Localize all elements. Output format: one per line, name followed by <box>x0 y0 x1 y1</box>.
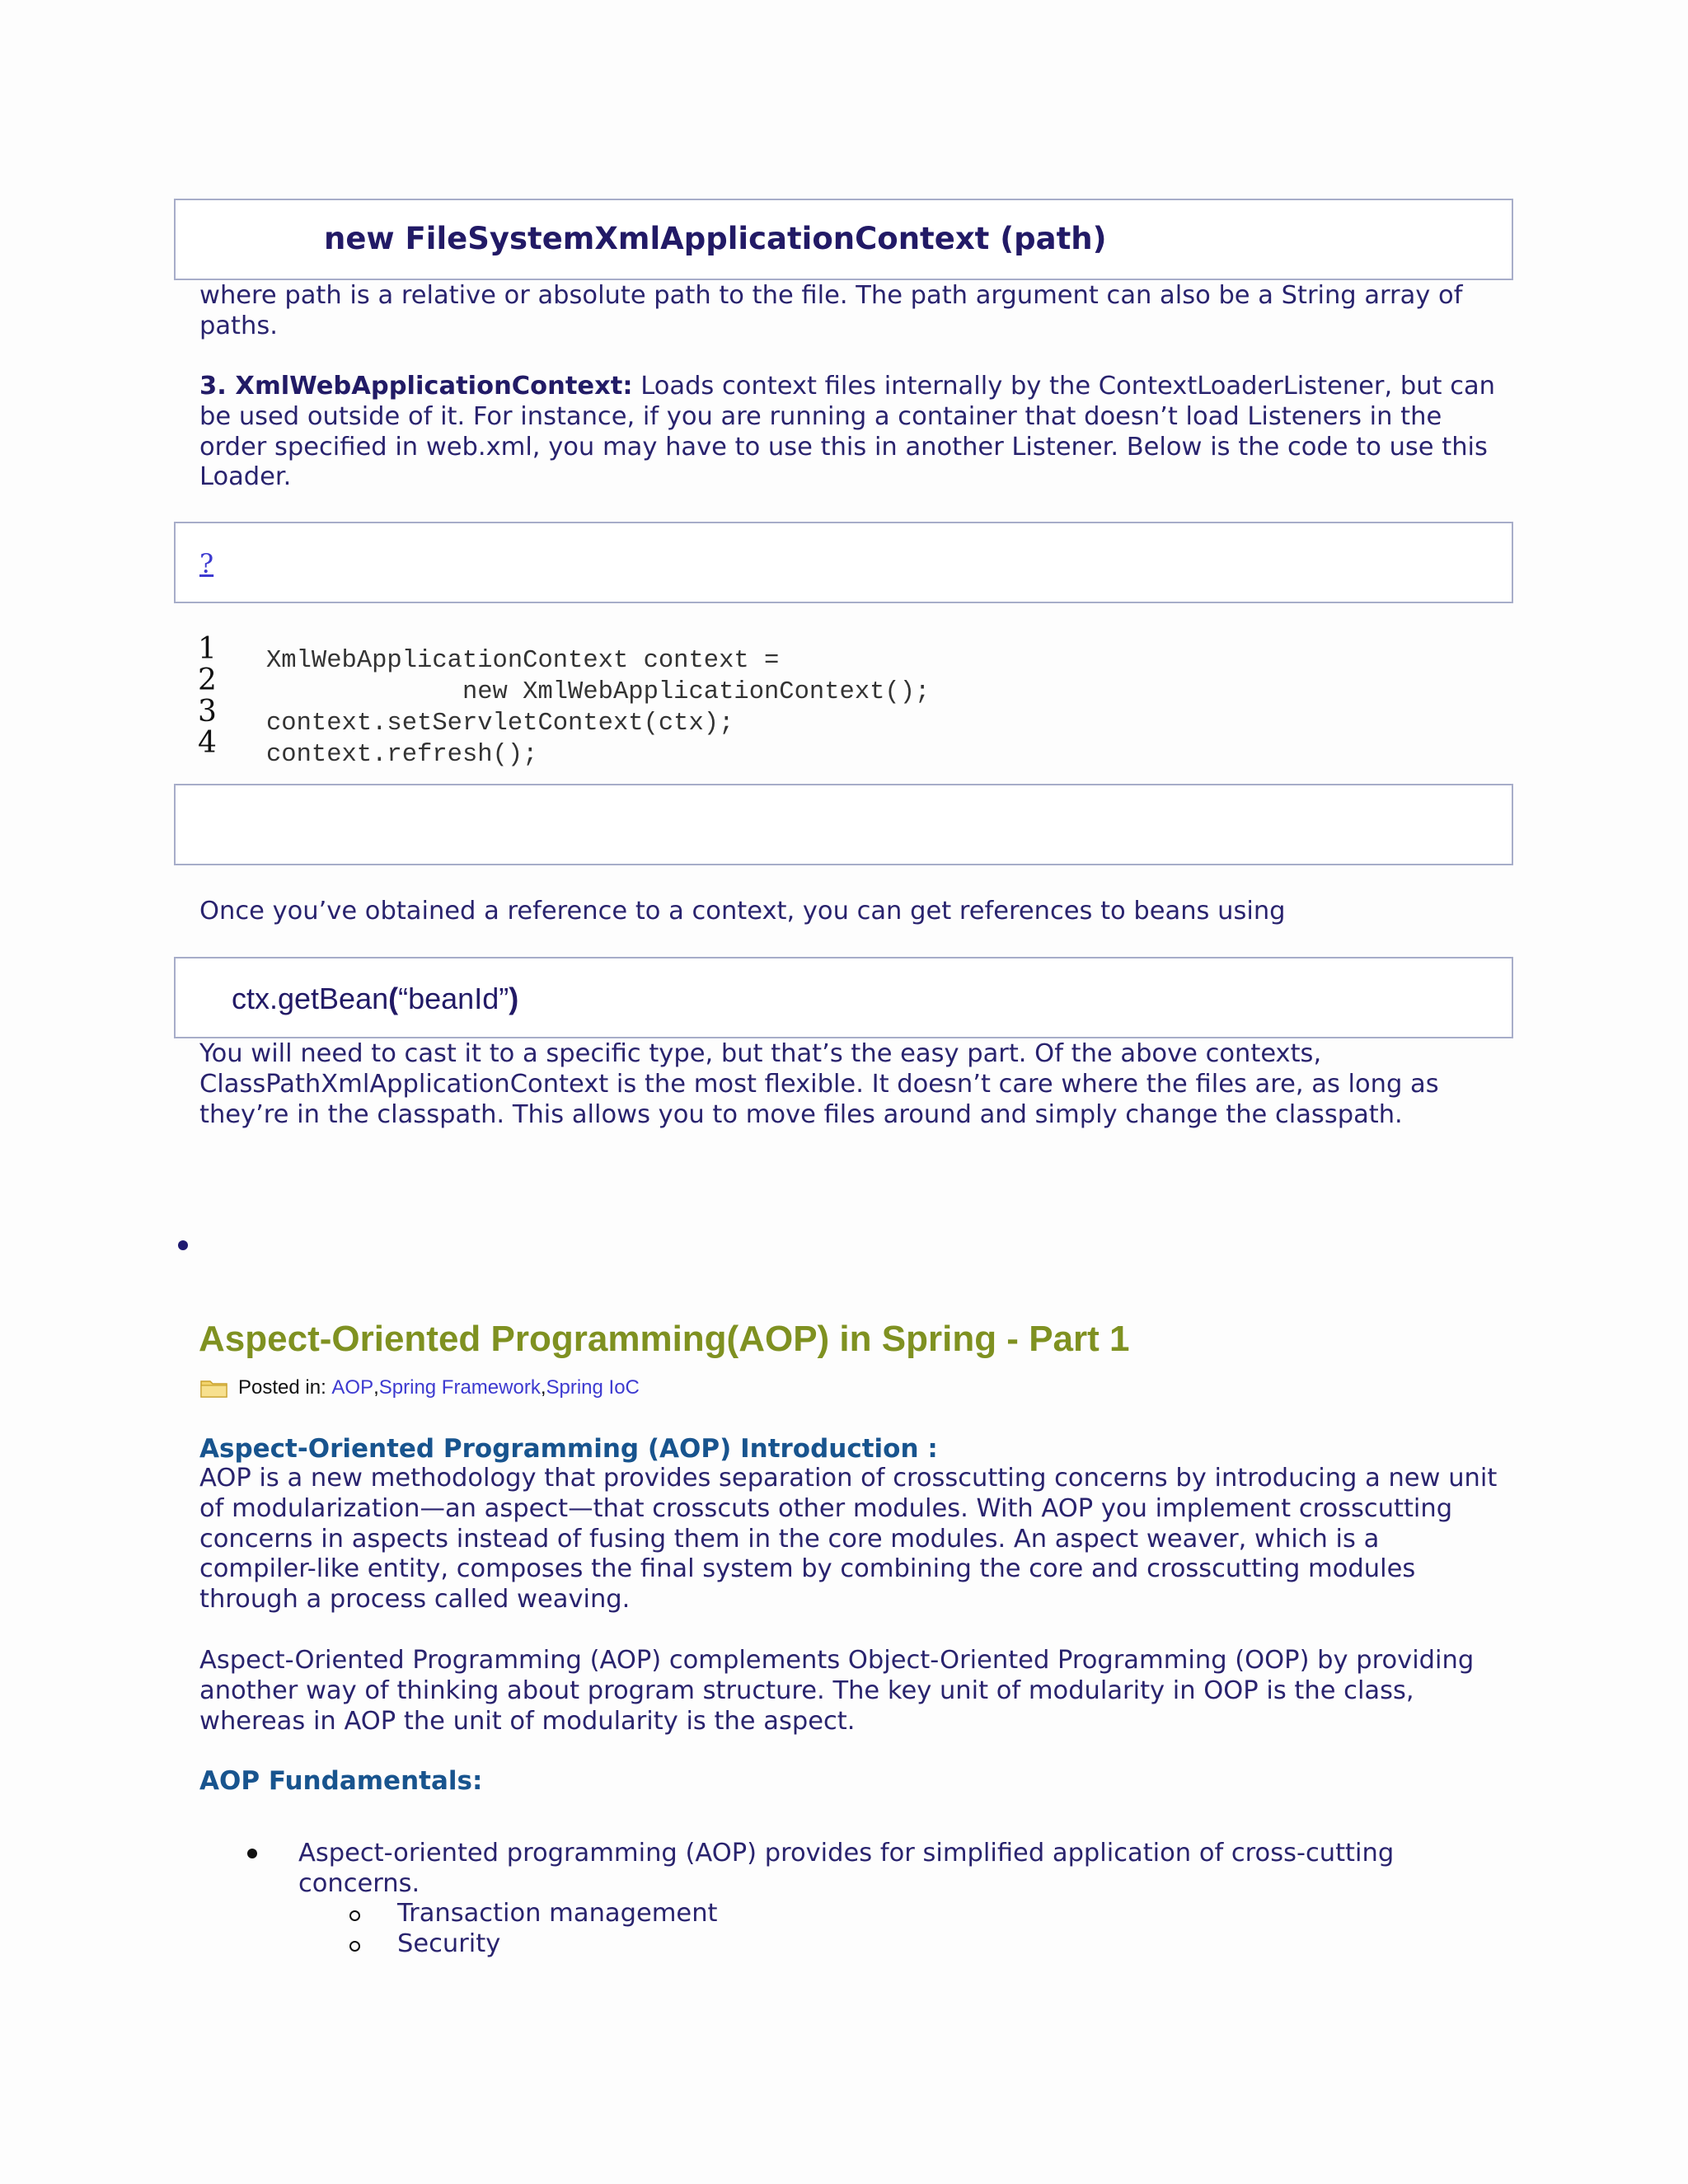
code-line: context.refresh(); <box>266 741 538 769</box>
paragraph-xmlweb <box>199 372 1502 493</box>
code-toolbar-box <box>174 522 1513 603</box>
heading-aop-fundamentals: AOP Fundamentals: <box>199 1766 483 1796</box>
list-item: Transaction management <box>397 1899 718 1928</box>
code-line: new XmlWebApplicationContext(); <box>266 678 931 706</box>
view-source-link[interactable]: ? <box>199 548 214 579</box>
line-number: 3 <box>198 695 217 729</box>
folder-icon <box>200 1378 228 1398</box>
bullet-disc <box>247 1849 257 1858</box>
code-line: context.setServletContext(ctx); <box>266 710 734 738</box>
tag-link-spring-ioc[interactable]: Spring IoC <box>546 1376 640 1399</box>
post-title[interactable]: Aspect-Oriented Programming(AOP) in Spring - Part 1 <box>199 1319 1130 1359</box>
paragraph-path: where path is a relative or absolute path to the file. The path argument can also be a String array of paths. <box>199 281 1463 340</box>
tag-link-aop[interactable]: AOP <box>331 1376 374 1399</box>
posted-in-label: Posted in: <box>238 1376 326 1399</box>
list-bullet <box>178 1240 188 1250</box>
code-box-filesystem <box>174 199 1513 280</box>
bullet-circle <box>349 1941 360 1952</box>
paragraph-obtain-reference: Once you’ve obtained a reference to a context, you can get references to beans using <box>199 897 1286 926</box>
line-number: 1 <box>198 632 217 666</box>
line-number: 2 <box>198 663 217 697</box>
posted-in-line: Posted in: AOP , Spring Framework , Spring IoC <box>200 1376 640 1399</box>
paragraph-cast: You will need to cast it to a specific type, but that’s the easy part. Of the above contexts, ClassPathXmlApplicationContext is the most flexible. It doesn’t care where the files are, as long as they’re in the classpath. This allows you to move files around and simply change the classpath. <box>199 1039 1439 1129</box>
list-item: Security <box>397 1929 501 1958</box>
xmlweb-label: 3. XmlWebApplicationContext: <box>199 372 633 401</box>
paragraph-aop-intro: AOP is a new methodology that provides separation of crosscutting concerns by introducing a new unit of modularization—an aspect—that crosscuts other modules. With AOP you implement crosscutting concerns in aspects instead of fusing them in the core modules. An aspect weaver, which is a compiler-like entity, composes the final system by combining the core and crosscutting modules through a process called weaving. <box>199 1464 1498 1615</box>
code-snippet-filesystem: new FileSystemXmlApplicationContext (path) <box>324 221 1107 256</box>
bullet-circle <box>349 1910 360 1921</box>
line-number: 4 <box>198 726 217 760</box>
list-item: Aspect-oriented programming (AOP) provides for simplified application of cross-cutting concerns. <box>298 1839 1395 1898</box>
code-line: XmlWebApplicationContext context = <box>266 647 780 675</box>
code-box-getbean <box>174 957 1513 1038</box>
heading-aop-introduction: Aspect-Oriented Programming (AOP) Introduction : <box>199 1434 938 1464</box>
tag-link-spring-framework[interactable]: Spring Framework <box>378 1376 541 1399</box>
xmlweb-text: Loads context files internally by the ContextLoaderListener, but can be used outside of it. For instance, if you are running a container that doesn’t load Listeners in the order specified in web.xml, you may have to use this in another Listener. Below is the code to use this Loader. <box>199 372 1495 492</box>
code-footer-box <box>174 784 1513 865</box>
code-snippet-getbean: ctx.getBean(“beanId”) <box>232 982 519 1015</box>
paragraph-aop-oop: Aspect-Oriented Programming (AOP) complements Object-Oriented Programming (OOP) by providing another way of thinking about program structure. The key unit of modularity in OOP is the class, whereas in AOP the unit of modularity is the aspect. <box>199 1646 1475 1736</box>
